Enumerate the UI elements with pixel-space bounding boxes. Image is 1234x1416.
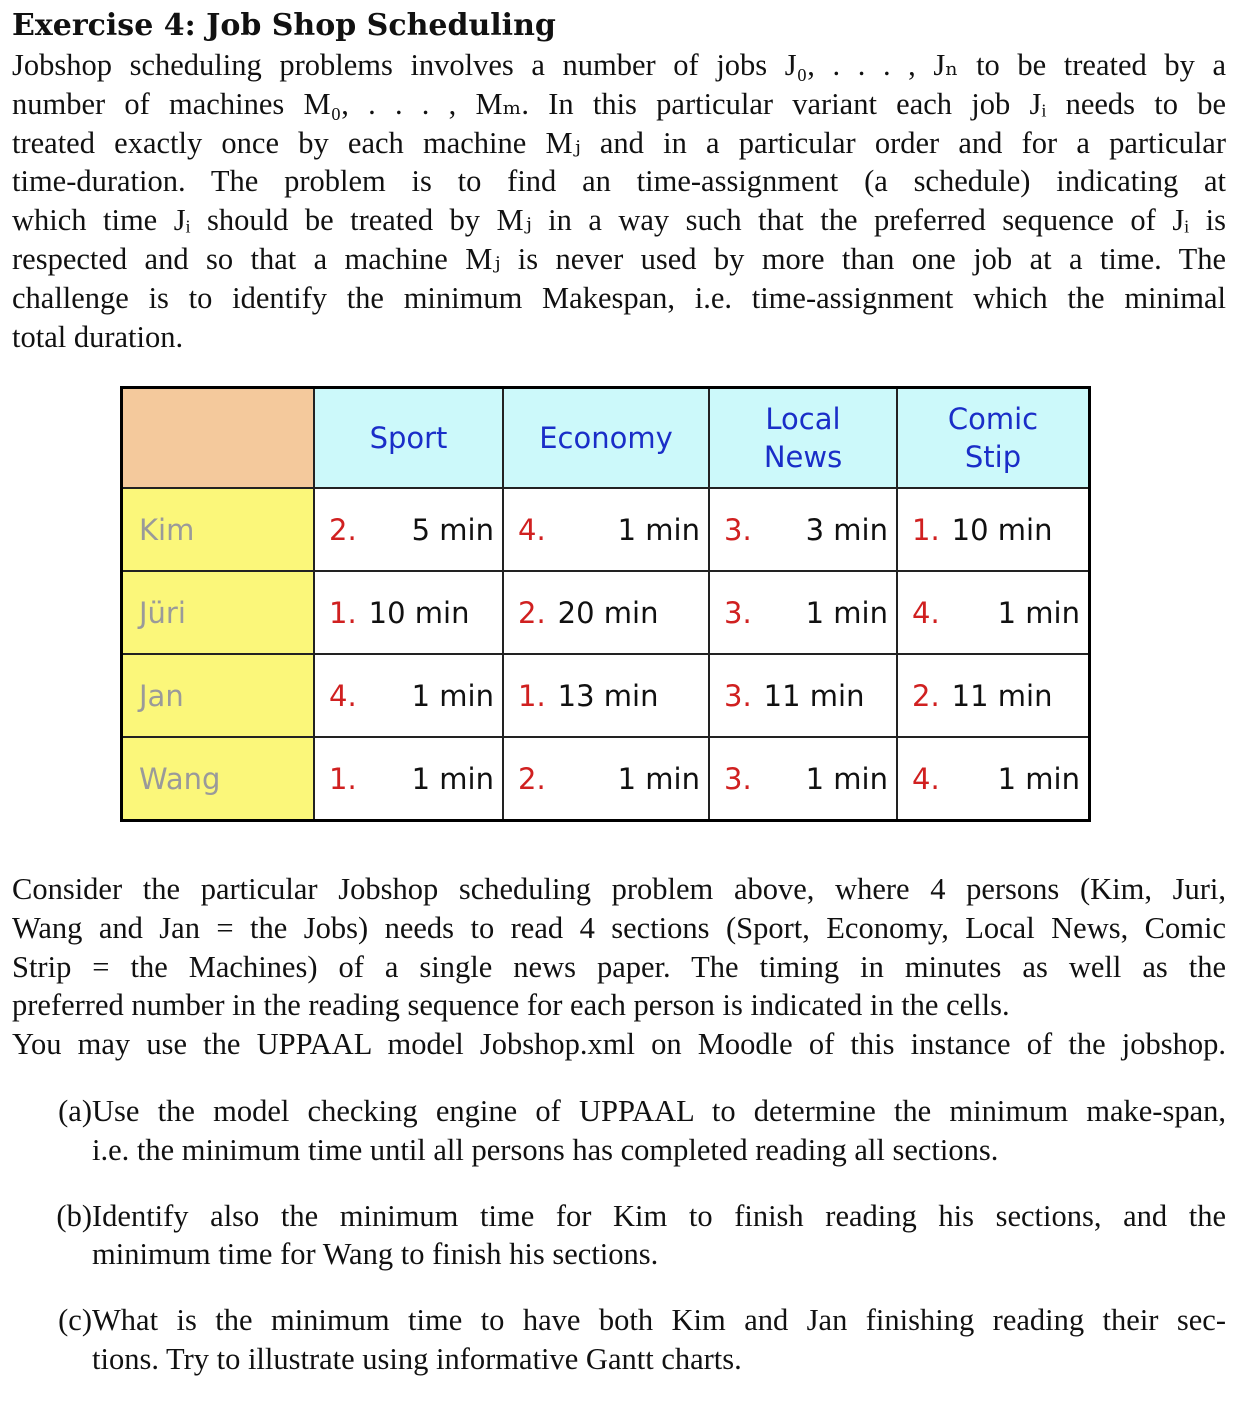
description-line: Strip = the Machines) of a single news paper. The timing in minutes as well as the xyxy=(12,949,1226,984)
table-cell xyxy=(897,654,1090,737)
question-label: (c) xyxy=(58,1303,92,1338)
duration: 1 min xyxy=(617,512,700,547)
row-name: Jan xyxy=(122,654,315,737)
duration: 1 min xyxy=(411,761,494,796)
table-cell xyxy=(314,737,503,821)
table-cell xyxy=(709,737,897,821)
question-text xyxy=(92,1301,1226,1379)
intro-line: time-duration. The problem is to find an time-assignment (a schedule) indicating at xyxy=(12,164,1226,199)
column-header: Sport xyxy=(314,388,503,489)
row-name: Wang xyxy=(122,737,315,821)
table-corner-cell xyxy=(122,388,315,489)
question-line: What is the minimum time to have both Kim and Jan finishing reading their sec- xyxy=(92,1303,1226,1338)
table-cell xyxy=(709,488,897,571)
intro-line: challenge is to identify the minimum Makespan, i.e. time-assignment which the minimal xyxy=(12,280,1226,315)
order-number: 1. xyxy=(329,761,357,796)
duration: 1 min xyxy=(997,761,1080,796)
table-row xyxy=(122,488,1090,571)
description-line: Wang and Jan = the Jobs) needs to read 4 sections (Sport, Economy, Local News, Comic xyxy=(12,910,1226,945)
table-cell xyxy=(709,571,897,654)
column-header: Local News xyxy=(709,388,897,489)
duration: 1 min xyxy=(805,761,888,796)
table-row xyxy=(122,654,1090,737)
order-number: 1. xyxy=(518,678,546,713)
intro-line: total duration. xyxy=(12,319,184,354)
order-number: 4. xyxy=(912,595,940,630)
order-number: 4. xyxy=(912,761,940,796)
table-cell xyxy=(503,654,709,737)
question-item xyxy=(12,1092,1226,1170)
question-item xyxy=(12,1197,1226,1275)
duration: 13 min xyxy=(557,678,659,713)
question-line: Use the model checking engine of UPPAAL to determine the minimum make-span, xyxy=(92,1094,1226,1128)
column-header: Comic Stip xyxy=(897,388,1090,489)
question-label: (a) xyxy=(58,1094,92,1128)
order-number: 1. xyxy=(329,595,357,630)
duration: 10 min xyxy=(951,512,1053,547)
duration: 3 min xyxy=(805,512,888,547)
question-text xyxy=(92,1197,1226,1275)
description-line: preferred number in the reading sequence for each person is indicated in the cells. xyxy=(12,988,1010,1023)
duration: 11 min xyxy=(951,678,1053,713)
row-name: Jüri xyxy=(122,571,315,654)
order-number: 2. xyxy=(912,678,940,713)
description-line: Consider the particular Jobshop scheduling problem above, where 4 persons (Kim, Juri, xyxy=(12,872,1226,906)
jobshop-table xyxy=(120,386,1091,822)
duration: 10 min xyxy=(368,595,470,630)
table-cell xyxy=(897,571,1090,654)
question-line: i.e. the minimum time until all persons has completed reading all sections. xyxy=(92,1132,999,1167)
intro-line: which time Jᵢ should be treated by Mⱼ in a way such that the preferred sequence of Jᵢ is xyxy=(12,203,1226,238)
table-header-row xyxy=(122,388,1090,489)
order-number: 1. xyxy=(912,512,940,547)
question-text xyxy=(92,1092,1226,1170)
problem-description xyxy=(12,870,1226,1064)
table-row xyxy=(122,571,1090,654)
table-cell xyxy=(897,737,1090,821)
intro-line: Jobshop scheduling problems involves a number of jobs J₀, . . . , Jₙ to be treated by a xyxy=(12,48,1226,82)
question-item xyxy=(12,1301,1226,1379)
table-cell xyxy=(503,737,709,821)
table-cell xyxy=(503,571,709,654)
description-line: You may use the UPPAAL model Jobshop.xml on Moodle of this instance of the jobshop. xyxy=(12,1027,1226,1062)
order-number: 2. xyxy=(329,512,357,547)
question-label: (b) xyxy=(56,1198,92,1233)
table-cell xyxy=(314,571,503,654)
duration: 20 min xyxy=(557,595,659,630)
table-cell xyxy=(314,654,503,737)
order-number: 3. xyxy=(724,761,752,796)
order-number: 4. xyxy=(518,512,546,547)
order-number: 4. xyxy=(329,678,357,713)
order-number: 2. xyxy=(518,595,546,630)
duration: 11 min xyxy=(763,678,865,713)
question-line: tions. Try to illustrate using informative Gantt charts. xyxy=(92,1341,742,1376)
intro-paragraph xyxy=(12,46,1226,356)
question-list xyxy=(12,1092,1226,1406)
intro-line: number of machines M₀, . . . , Mₘ. In this particular variant each job Jᵢ needs to be xyxy=(12,86,1226,121)
table-cell xyxy=(314,488,503,571)
row-name: Kim xyxy=(122,488,315,571)
duration: 1 min xyxy=(617,761,700,796)
order-number: 2. xyxy=(518,761,546,796)
intro-line: treated exactly once by each machine Mⱼ and in a particular order and for a particular xyxy=(12,125,1226,160)
exercise-section xyxy=(12,6,1226,356)
table-cell xyxy=(897,488,1090,571)
table-row xyxy=(122,737,1090,821)
duration: 1 min xyxy=(805,595,888,630)
question-line: Identify also the minimum time for Kim to finish reading his sections, and the xyxy=(92,1198,1226,1233)
table-cell xyxy=(709,654,897,737)
order-number: 3. xyxy=(724,595,752,630)
intro-line: respected and so that a machine Mⱼ is never used by more than one job at a time. The xyxy=(12,241,1226,276)
duration: 1 min xyxy=(411,678,494,713)
order-number: 3. xyxy=(724,678,752,713)
duration: 5 min xyxy=(411,512,494,547)
column-header: Economy xyxy=(503,388,709,489)
exercise-title: Exercise 4: Job Shop Scheduling xyxy=(12,8,556,43)
question-line: minimum time for Wang to finish his sections. xyxy=(92,1237,659,1272)
jobshop-table-wrapper xyxy=(120,386,1091,822)
duration: 1 min xyxy=(997,595,1080,630)
table-cell xyxy=(503,488,709,571)
order-number: 3. xyxy=(724,512,752,547)
